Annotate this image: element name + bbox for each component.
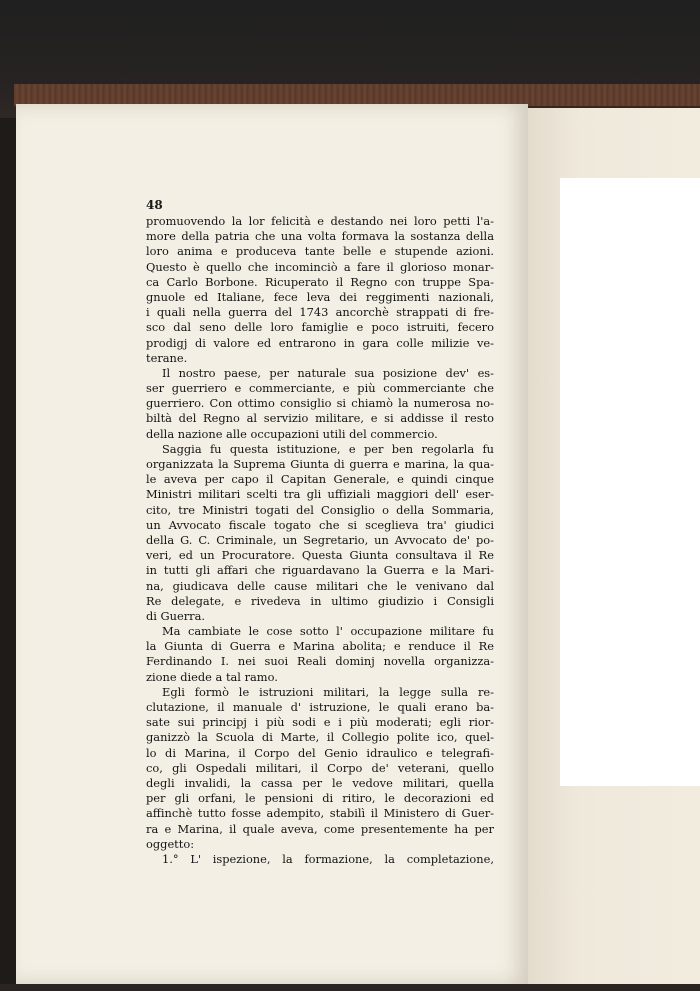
text-line: na, giudicava delle cause militari che le venivano dal	[146, 578, 494, 593]
text-line: Egli formò le istruzioni militari, la legge sulla re-	[162, 684, 494, 699]
text-line: la Giunta di Guerra e Marina abolita; e renduce il Re	[146, 639, 494, 654]
text-line: ra e Marina, il quale aveva, come presentemente ha per	[146, 821, 494, 836]
text-line: sco dal seno delle loro famiglie e poco istruiti, fecero	[146, 320, 494, 335]
text-line: guerriero. Con ottimo consiglio si chiamò la numerosa no-	[146, 396, 494, 411]
text-line: Ministri militari scelti tra gli uffiziali maggiori dell' eser-	[146, 487, 494, 502]
text-line: 1.° L' ispezione, la formazione, la completazione,	[162, 851, 494, 866]
text-line: Ma cambiate le cose sotto l' occupazione militare fu	[162, 624, 494, 639]
text-line: co, gli Ospedali militari, il Corpo de' veterani, quello	[146, 760, 494, 775]
text-line: della nazione alle occupazioni utili del commercio.	[146, 426, 438, 441]
text-line: veri, ed un Procuratore. Questa Giunta consultava il Re	[146, 548, 494, 563]
text-line: degli invalidi, la cassa per le vedove militari, quella	[146, 775, 494, 790]
text-line: di Guerra.	[146, 608, 206, 623]
text-line: le aveva per capo il Capitan Generale, e quindi cinque	[146, 472, 494, 487]
text-line: lo di Marina, il Corpo del Genio idraulico e telegrafi-	[146, 745, 494, 760]
text-line: gnuole ed Italiane, fece leva dei reggimenti nazionali,	[146, 289, 494, 304]
text-line: oggetto:	[146, 836, 195, 851]
facing-page-blank-slip	[560, 178, 700, 786]
scan-bottom-edge	[0, 984, 700, 991]
text-line: i quali nella guerra del 1743 ancorchè strappati di fre-	[146, 305, 494, 320]
text-line: zione diede a tal ramo.	[146, 669, 278, 684]
text-line: Ferdinando I. nei suoi Reali dominj novella organizza-	[146, 654, 494, 669]
text-line: promuovendo la lor felicità e destando nei loro petti l'a-	[146, 214, 494, 228]
text-line: prodigj di valore ed entrarono in gara colle milizie ve-	[146, 335, 494, 350]
text-line: Il nostro paese, per naturale sua posizione dev' es-	[162, 365, 494, 380]
text-line: biltà del Regno al servizio militare, e si addisse il resto	[146, 411, 494, 426]
text-line: della G. C. Criminale, un Segretario, un Avvocato de' po-	[146, 532, 494, 547]
text-line: terane.	[146, 350, 188, 365]
text-line: clutazione, il manuale d' istruzione, le quali erano ba-	[146, 700, 494, 714]
text-line: un Avvocato fiscale togato che si sceglieva tra' giudici	[146, 517, 494, 532]
text-line: ca Carlo Borbone. Ricuperato il Regno con truppe Spa-	[146, 274, 494, 289]
text-line: ganizzò la Scuola di Marte, il Collegio polite ico, quel-	[146, 730, 494, 745]
text-line: in tutti gli affari che riguardavano la Guerra e la Mari-	[146, 563, 494, 578]
text-line: sate sui principj i più sodi e i più moderati; egli rior-	[146, 715, 494, 730]
text-line: organizzata la Suprema Giunta di guerra e marina, la qua-	[146, 457, 494, 471]
text-line: more della patria che una volta formava la sostanza della	[146, 229, 494, 244]
text-line: Questo è quello che incominciò a fare il glorioso monar-	[146, 259, 494, 274]
text-line: cito, tre Ministri togati del Consiglio o della Sommaria,	[146, 502, 494, 517]
text-line: ser guerriero e commerciante, e più commerciante che	[146, 381, 494, 396]
text-line: affinchè tutto fosse adempito, stabilì il Ministero di Guer-	[146, 806, 494, 821]
page-number: 48	[146, 198, 163, 212]
text-line: Saggia fu questa istituzione, e per ben regolarla fu	[162, 441, 494, 456]
text-line: Re delegate, e rivedeva in ultimo giudizio i Consigli	[146, 593, 494, 608]
text-line: loro anima e produceva tante belle e stupende azioni.	[146, 244, 494, 259]
text-line: per gli orfani, le pensioni di ritiro, le decorazioni ed	[146, 791, 494, 806]
page-text	[146, 214, 494, 867]
